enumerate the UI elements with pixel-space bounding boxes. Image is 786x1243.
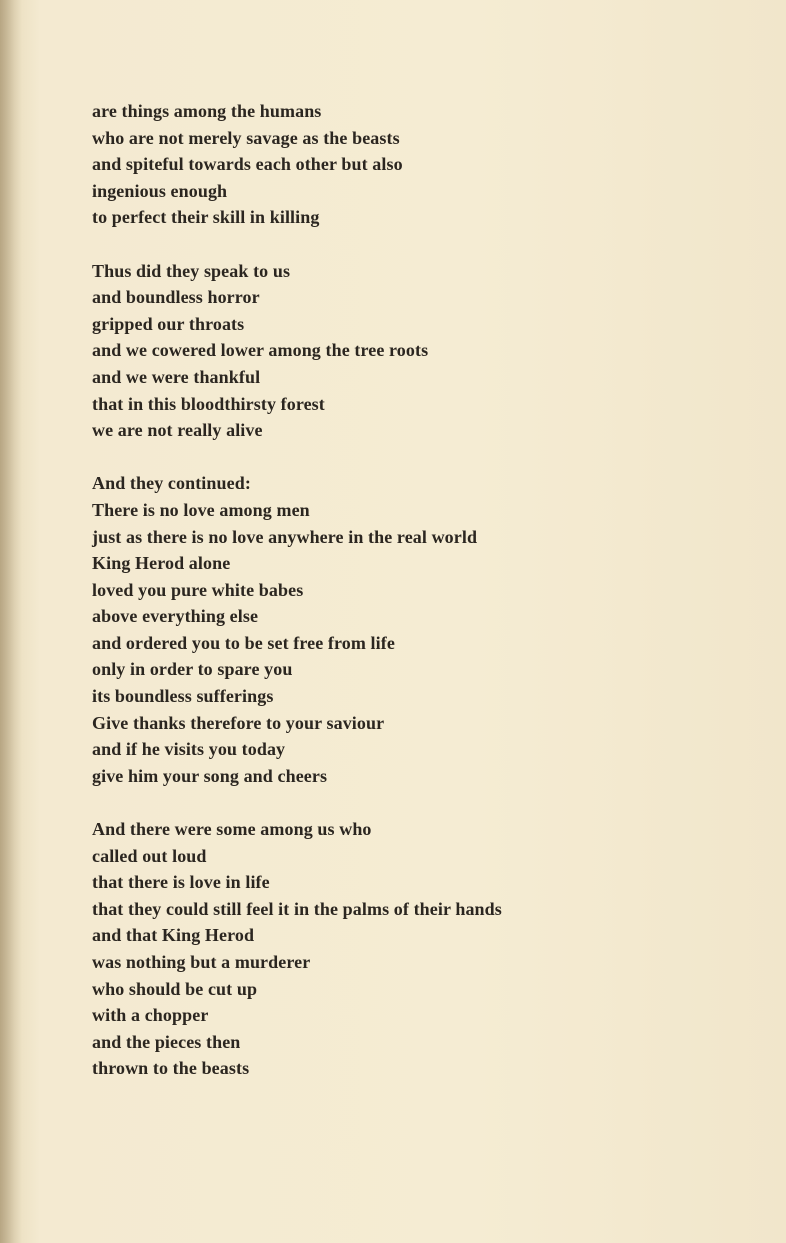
poem-line: and we were thankful	[92, 366, 261, 387]
poem-line: ingenious enough	[92, 180, 228, 201]
poem-line: And there were some among us who	[92, 819, 372, 840]
stanza-4	[92, 816, 732, 1082]
poem-line: and boundless horror	[92, 287, 260, 308]
poem-line: and spiteful towards each other but also	[92, 154, 403, 175]
poem-line: with a chopper	[92, 1005, 209, 1026]
poem-line: gripped our throats	[92, 313, 245, 334]
poem-line: was nothing but a murderer	[92, 952, 311, 972]
poem-line: above everything else	[92, 606, 259, 627]
poem-line: its boundless sufferings	[92, 686, 274, 707]
poem-line: And they continued:	[92, 473, 251, 494]
poem-line: There is no love among men	[92, 499, 310, 520]
poem-line: and if he visits you today	[92, 739, 286, 760]
stanza-2	[92, 258, 732, 444]
poem-line: and that King Herod	[92, 925, 255, 946]
poem-line: and ordered you to be set free from life	[92, 632, 395, 653]
poem-line: who are not merely savage as the beasts	[92, 127, 400, 148]
poem-line: loved you pure white babes	[92, 579, 304, 600]
poem-line: and we cowered lower among the tree roots	[92, 340, 429, 361]
poem-line: that there is love in life	[92, 872, 270, 893]
poem-line: are things among the humans	[92, 101, 322, 121]
poem-line: that in this bloodthirsty forest	[92, 393, 325, 414]
poem-line: Give thanks therefore to your saviour	[92, 712, 385, 733]
poem-line: Thus did they speak to us	[92, 260, 291, 281]
poem-line: only in order to spare you	[92, 659, 293, 680]
poem-line: and the pieces then	[92, 1031, 241, 1052]
poem-line: King Herod alone	[92, 553, 231, 574]
stanza-3	[92, 470, 732, 789]
poem-line: called out loud	[92, 845, 207, 866]
poem-line: just as there is no love anywhere in the real world	[92, 526, 478, 547]
poem-line: that they could still feel it in the palms of their hands	[92, 898, 502, 919]
poem-line: give him your song and cheers	[92, 765, 328, 786]
poem-line: who should be cut up	[92, 978, 258, 999]
poem-line: to perfect their skill in killing	[92, 207, 320, 228]
stanza-1	[92, 98, 732, 231]
poem-text	[92, 98, 732, 1109]
page-gutter-shadow	[0, 0, 22, 1243]
poem-line: thrown to the beasts	[92, 1058, 250, 1079]
poem-line: we are not really alive	[92, 420, 263, 441]
